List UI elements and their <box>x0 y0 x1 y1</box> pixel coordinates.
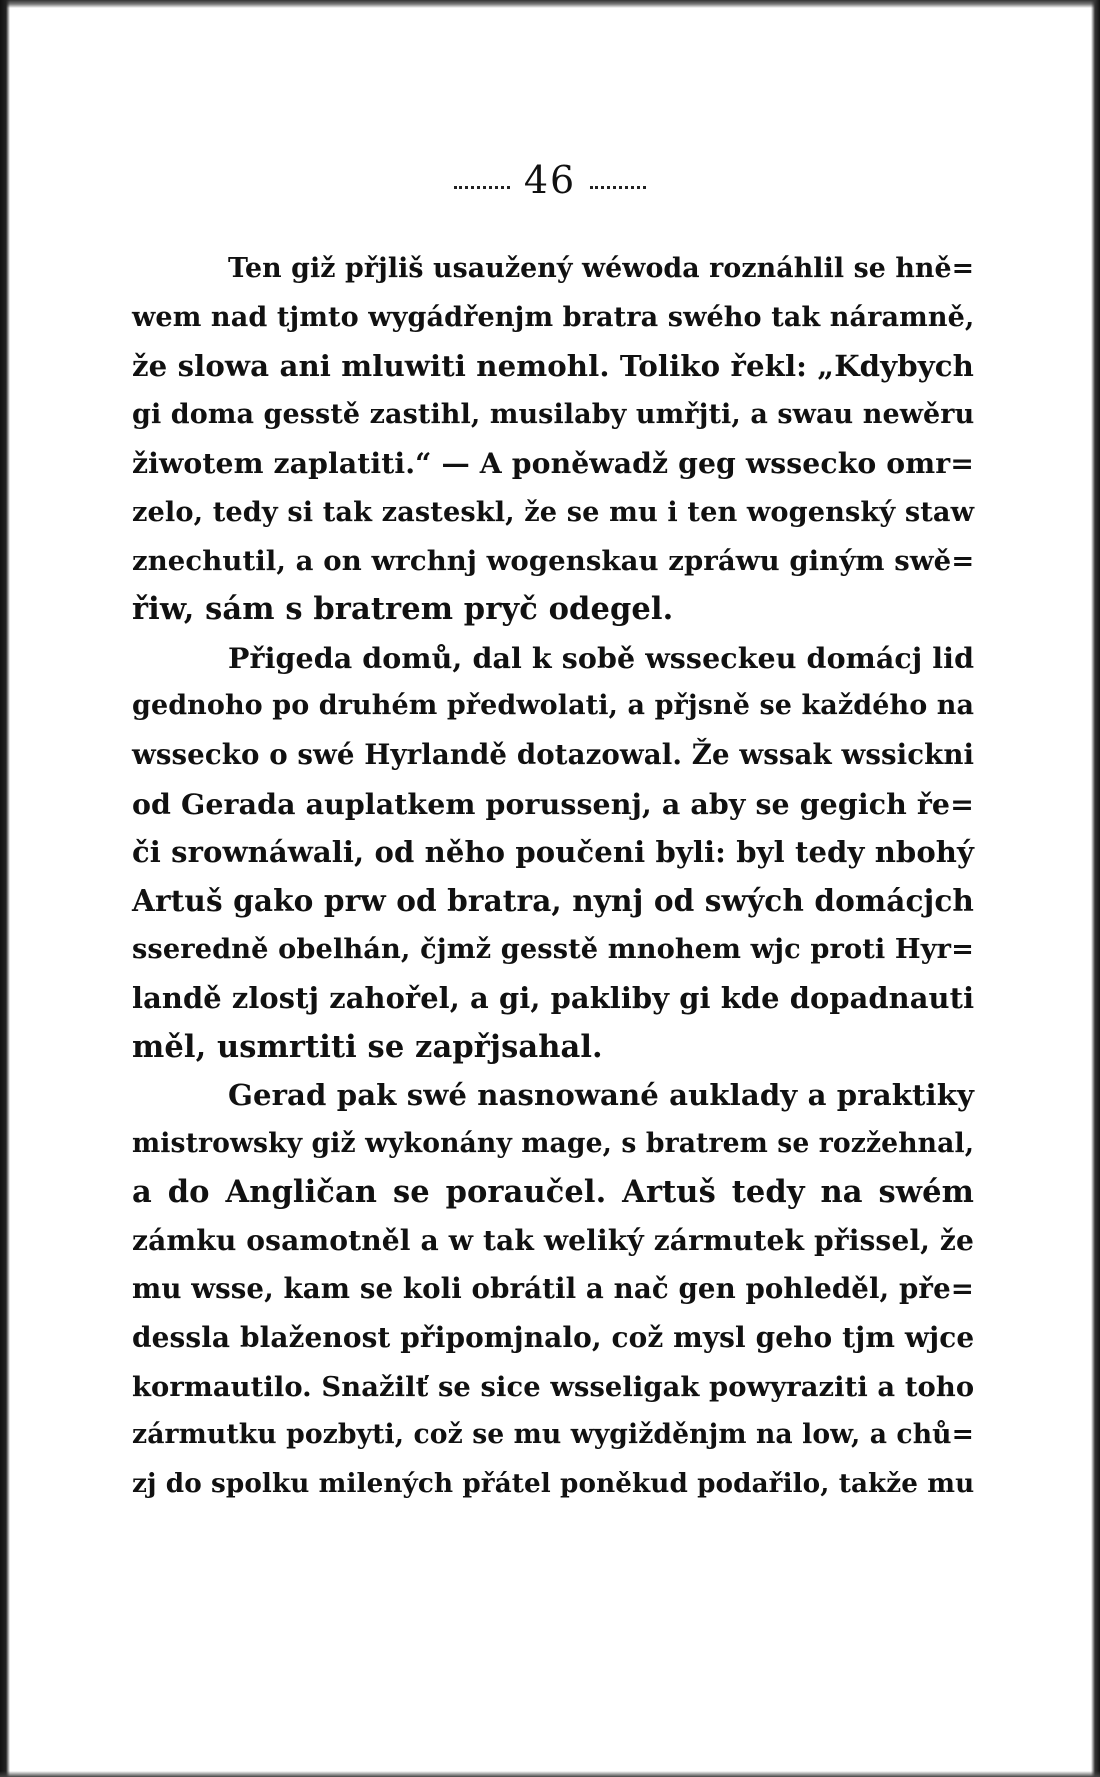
text-line: zámku osamotněl a w tak weliký zármutek přissel, že <box>132 1223 974 1257</box>
text-line: dessla blaženost připomjnalo, což mysl geho tjm wjce <box>132 1321 975 1355</box>
text-line: že slowa ani mluwiti nemohl. Toliko řekl: „Kdybych <box>132 349 974 384</box>
text-line: sseredně obelhán, čjmž gesstě mnohem wjc proti Hyr= <box>132 933 974 966</box>
header-ornament-right <box>590 178 646 189</box>
text-line: landě zlostj zahořel, a gi, pakliby gi kde dopadnauti <box>132 980 975 1015</box>
text-line: gednoho po druhém předwolati, a přjsně se každého na <box>132 690 975 722</box>
text-line: wem nad tjmto wygádřenjm bratra swého tak náramně, <box>132 301 975 333</box>
text-line: kormautilo. Snažilť se sice wsseligak powyraziti a toho <box>132 1370 975 1403</box>
text-line: či srownáwali, od něho poučeni byli: byl tedy nbohý <box>132 835 974 870</box>
header-ornament-left <box>454 178 510 189</box>
text-line: řiw, sám s bratrem pryč odegel. <box>132 591 674 628</box>
text-line: zj do spolku milených přátel poněkud podařilo, takže mu <box>132 1467 975 1499</box>
scan-edge-top <box>0 0 1100 8</box>
text-line: wssecko o swé Hyrlandě dotazowal. Že wssak wssickni <box>132 737 975 771</box>
page-number: 46 <box>523 158 577 202</box>
text-line: žiwotem zaplatiti.“ — A poněwadž geg wssecko omr= <box>132 446 975 481</box>
text-line: znechutil, a on wrchnj wogenskau zpráwu giným swě= <box>132 544 975 577</box>
text-line: Gerad pak swé nasnowané auklady a praktiky <box>228 1078 974 1113</box>
scan-edge-right <box>1091 0 1100 1777</box>
page-header <box>0 158 1100 202</box>
text-line: od Gerada auplatkem porussenj, a aby se gegich ře= <box>132 786 974 821</box>
text-line: Ten giž přjliš usaužený wéwoda roznáhlil se hně= <box>228 253 975 284</box>
body-text <box>132 245 974 1508</box>
scan-edge-bottom <box>0 1771 1100 1777</box>
text-line: mistrowsky giž wykonány mage, s bratrem se rozžehnal, <box>132 1127 975 1159</box>
text-line: a do Angličan se poraučel. Artuš tedy na swém <box>132 1174 974 1211</box>
text-line: zármutku pozbyti, což se mu wygižděnjm na low, a chů= <box>132 1419 975 1451</box>
text-line: Artuš gako prw od bratra, nynj od swých domácjch <box>132 882 974 918</box>
scan-edge-left <box>0 0 10 1777</box>
text-line: zelo, tedy si tak zasteskl, že se mu i ten wogenský staw <box>132 495 975 528</box>
text-line: Přigeda domů, dal k sobě wsseckeu domácj lid <box>228 640 975 675</box>
text-line: gi doma gesstě zastihl, musilaby umřjti, a swau newěru <box>132 398 975 430</box>
text-line: mu wsse, kam se koli obrátil a nač gen pohleděl, pře= <box>132 1272 974 1306</box>
text-line: měl, usmrtiti se zapřjsahal. <box>132 1028 603 1065</box>
